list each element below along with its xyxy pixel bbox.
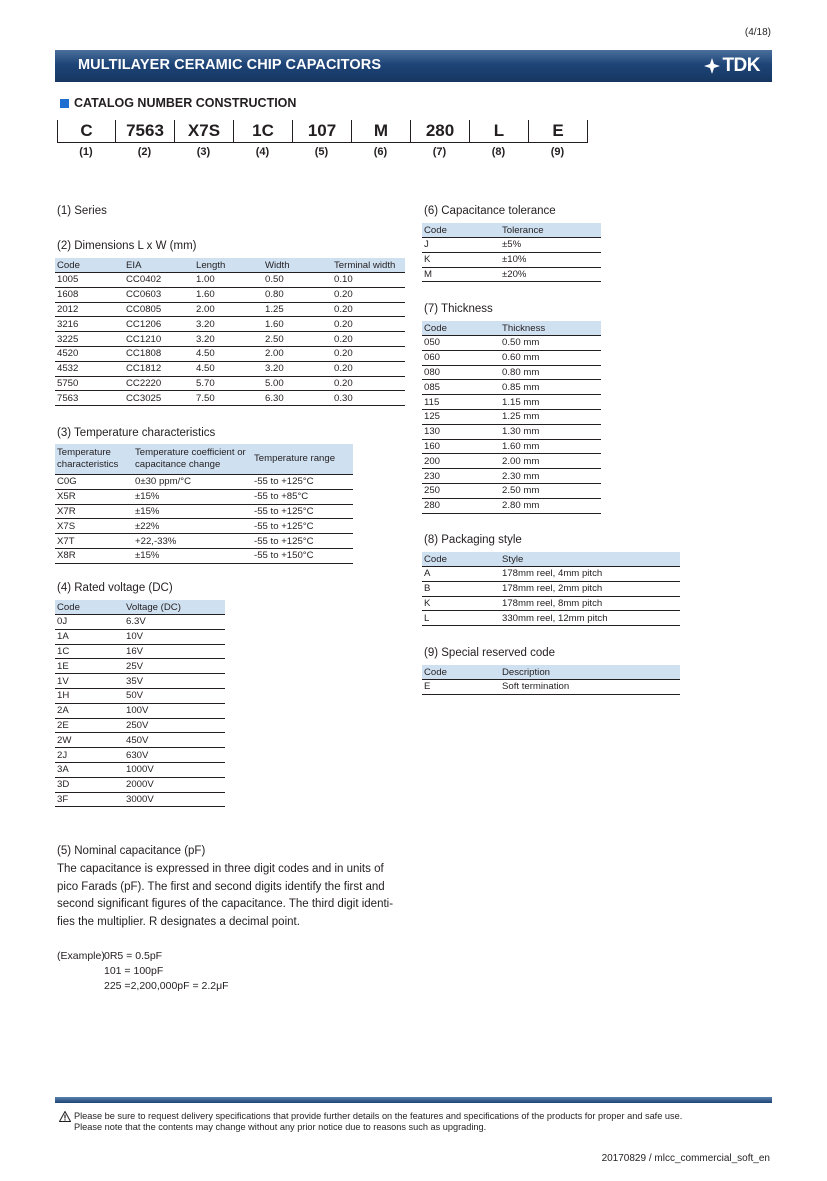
- table-cell: +22,-33%: [133, 534, 252, 549]
- catalog-number: (7): [432, 146, 447, 158]
- nominal-line: pico Farads (pF). The first and second digits identify the first and: [57, 880, 385, 893]
- table-cell: 050: [422, 336, 500, 351]
- table-row: [55, 718, 225, 733]
- table-cell: K: [422, 596, 500, 611]
- table-cell: 50V: [124, 688, 225, 703]
- table-row: [422, 395, 601, 410]
- table-cell: L: [422, 611, 500, 626]
- table-row: [55, 688, 225, 703]
- example-line: 225 =2,200,000pF = 2.2μF: [104, 980, 229, 992]
- dimensions-table: [55, 258, 405, 406]
- table-cell: 4.50: [194, 346, 263, 361]
- table-cell: 0.50: [263, 273, 332, 288]
- catalog-code-cell: L: [469, 120, 528, 143]
- table-cell: ±20%: [500, 267, 601, 282]
- table-cell: 080: [422, 365, 500, 380]
- table-cell: X7T: [55, 534, 133, 549]
- nominal-description: [57, 861, 407, 931]
- catalog-code-cell: 280: [410, 120, 469, 143]
- table-cell: 4.50: [194, 361, 263, 376]
- table-cell: CC2220: [124, 376, 194, 391]
- dimensions-header-cell: Code: [55, 258, 124, 273]
- header-banner: [55, 50, 772, 82]
- table-cell: 130: [422, 424, 500, 439]
- catalog-number: (5): [314, 146, 329, 158]
- packaging-header-cell: Style: [500, 552, 680, 567]
- table-row: [55, 332, 405, 347]
- table-cell: 1.00: [194, 273, 263, 288]
- thickness-table: [422, 321, 601, 514]
- table-cell: X8R: [55, 548, 133, 563]
- table-row: [55, 615, 225, 630]
- catalog-number: (4): [255, 146, 270, 158]
- footer-bar: [55, 1097, 772, 1103]
- table-row: [422, 336, 601, 351]
- table-cell: CC1210: [124, 332, 194, 347]
- table-row: [422, 238, 601, 253]
- table-row: [55, 273, 405, 288]
- table-cell: 6.30: [263, 391, 332, 406]
- table-cell: CC0805: [124, 302, 194, 317]
- logo-text: TDK: [722, 55, 760, 76]
- table-cell: E: [422, 680, 500, 695]
- table-cell: 3.20: [194, 332, 263, 347]
- table-row: [55, 674, 225, 689]
- table-cell: 1005: [55, 273, 124, 288]
- catalog-number: (9): [550, 146, 565, 158]
- table-row: [55, 391, 405, 406]
- dimensions-caption: (2) Dimensions L x W (mm): [57, 240, 197, 252]
- table-cell: 0.20: [332, 287, 405, 302]
- example-line: 101 = 100pF: [104, 965, 164, 977]
- table-cell: 3216: [55, 317, 124, 332]
- tolerance-table: [422, 223, 601, 282]
- table-cell: 0.80: [263, 287, 332, 302]
- table-cell: 3F: [55, 792, 124, 807]
- table-cell: 450V: [124, 733, 225, 748]
- table-cell: 25V: [124, 659, 225, 674]
- table-cell: 0.30: [332, 391, 405, 406]
- table-cell: CC0402: [124, 273, 194, 288]
- table-cell: 0J: [55, 615, 124, 630]
- table-cell: 16V: [124, 644, 225, 659]
- table-cell: 3A: [55, 762, 124, 777]
- banner-title: MULTILAYER CERAMIC CHIP CAPACITORS: [78, 57, 382, 73]
- table-cell: M: [422, 267, 500, 282]
- table-cell: 1C: [55, 644, 124, 659]
- table-cell: ±22%: [133, 519, 252, 534]
- footer-notice: [59, 1111, 682, 1133]
- table-cell: 1608: [55, 287, 124, 302]
- table-cell: 230: [422, 469, 500, 484]
- table-row: [422, 498, 601, 513]
- table-cell: 5.00: [263, 376, 332, 391]
- warning-icon: [59, 1111, 71, 1122]
- special-header-cell: Description: [500, 665, 680, 680]
- table-cell: 5.70: [194, 376, 263, 391]
- thickness-header-cell: Thickness: [500, 321, 601, 336]
- table-cell: 3.20: [194, 317, 263, 332]
- table-row: [55, 519, 353, 534]
- table-cell: 0.10: [332, 273, 405, 288]
- table-cell: 35V: [124, 674, 225, 689]
- table-cell: CC1206: [124, 317, 194, 332]
- table-row: [55, 548, 353, 563]
- table-cell: 280: [422, 498, 500, 513]
- table-cell: 3.20: [263, 361, 332, 376]
- table-cell: 7563: [55, 391, 124, 406]
- dimensions-header-cell: EIA: [124, 258, 194, 273]
- table-cell: 1.30 mm: [500, 424, 601, 439]
- table-cell: 4532: [55, 361, 124, 376]
- special-caption: (9) Special reserved code: [424, 647, 556, 659]
- catalog-code-cell: C: [57, 120, 115, 143]
- table-row: [55, 792, 225, 807]
- table-row: [422, 680, 680, 695]
- table-row: [422, 581, 680, 596]
- table-row: [55, 287, 405, 302]
- table-row: [55, 733, 225, 748]
- tolerance-header-cell: Code: [422, 223, 500, 238]
- table-cell: X5R: [55, 489, 133, 504]
- table-cell: -55 to +150°C: [252, 548, 353, 563]
- table-cell: 2000V: [124, 777, 225, 792]
- thickness-caption: (7) Thickness: [424, 303, 493, 315]
- table-cell: 1.25: [263, 302, 332, 317]
- table-row: [55, 629, 225, 644]
- catalog-number: (1): [79, 146, 93, 158]
- table-cell: ±15%: [133, 489, 252, 504]
- table-cell: 0.60 mm: [500, 350, 601, 365]
- catalog-number: (8): [491, 146, 506, 158]
- table-row: [422, 409, 601, 424]
- section-heading: [60, 96, 296, 110]
- table-cell: A: [422, 567, 500, 582]
- example-line: 0R5 = 0.5pF: [104, 950, 163, 962]
- table-row: [422, 365, 601, 380]
- table-row: [422, 267, 601, 282]
- catalog-code-cell: 107: [292, 120, 351, 143]
- table-row: [55, 644, 225, 659]
- table-cell: 0.80 mm: [500, 365, 601, 380]
- table-cell: -55 to +125°C: [252, 534, 353, 549]
- catalog-number: (6): [373, 146, 388, 158]
- voltage-header-row: [55, 600, 225, 615]
- table-cell: 250: [422, 483, 500, 498]
- table-cell: -55 to +125°C: [252, 504, 353, 519]
- table-row: [55, 346, 405, 361]
- voltage-header-cell: Voltage (DC): [124, 600, 225, 615]
- table-cell: 1.25 mm: [500, 409, 601, 424]
- packaging-header-row: [422, 552, 680, 567]
- table-cell: ±5%: [500, 238, 601, 253]
- dimensions-header-row: [55, 258, 405, 273]
- catalog-code-cell: X7S: [174, 120, 233, 143]
- notice-line: Please be sure to request delivery specifications that provide further details on the features and specifications of the products for proper and safe use.: [74, 1111, 683, 1121]
- notice-line: Please note that the contents may change without any prior notice due to reasons such as upgrading.: [74, 1122, 487, 1132]
- table-cell: 2.00: [263, 346, 332, 361]
- temperature-table: [55, 444, 353, 564]
- table-row: [55, 489, 353, 504]
- table-cell: 4520: [55, 346, 124, 361]
- table-row: [55, 703, 225, 718]
- tolerance-header-cell: Tolerance: [500, 223, 601, 238]
- table-row: [55, 777, 225, 792]
- table-cell: 0.20: [332, 332, 405, 347]
- table-cell: 2.50: [263, 332, 332, 347]
- table-cell: X7S: [55, 519, 133, 534]
- table-cell: CC1808: [124, 346, 194, 361]
- temperature-header-cell: Temperature range: [252, 444, 353, 475]
- voltage-table: [55, 600, 225, 807]
- table-cell: 0.20: [332, 302, 405, 317]
- table-cell: 178mm reel, 8mm pitch: [500, 596, 680, 611]
- table-row: [55, 762, 225, 777]
- table-row: [55, 504, 353, 519]
- table-cell: J: [422, 238, 500, 253]
- table-row: [422, 469, 601, 484]
- table-cell: 160: [422, 439, 500, 454]
- table-row: [422, 424, 601, 439]
- catalog-code-cell: 7563: [115, 120, 174, 143]
- table-cell: 1E: [55, 659, 124, 674]
- thickness-header-row: [422, 321, 601, 336]
- table-cell: 060: [422, 350, 500, 365]
- table-row: [55, 317, 405, 332]
- special-table: [422, 665, 680, 695]
- table-row: [55, 748, 225, 763]
- table-cell: 0±30 ppm/°C: [133, 475, 252, 490]
- table-cell: 125: [422, 409, 500, 424]
- table-cell: 2.00 mm: [500, 454, 601, 469]
- table-row: [55, 302, 405, 317]
- series-caption: (1) Series: [57, 205, 107, 217]
- tolerance-header-row: [422, 223, 601, 238]
- table-cell: CC1812: [124, 361, 194, 376]
- table-cell: 1.15 mm: [500, 395, 601, 410]
- table-row: [422, 350, 601, 365]
- table-cell: 2.00: [194, 302, 263, 317]
- table-cell: 2J: [55, 748, 124, 763]
- table-cell: 178mm reel, 4mm pitch: [500, 567, 680, 582]
- table-cell: 115: [422, 395, 500, 410]
- page-number: (4/18): [744, 27, 771, 38]
- packaging-table: [422, 552, 680, 626]
- table-cell: 1V: [55, 674, 124, 689]
- packaging-caption: (8) Packaging style: [424, 534, 522, 546]
- section-square-icon: [60, 99, 69, 108]
- table-cell: 1.60: [263, 317, 332, 332]
- table-cell: 0.20: [332, 361, 405, 376]
- table-row: [422, 611, 680, 626]
- table-cell: 085: [422, 380, 500, 395]
- table-cell: 2012: [55, 302, 124, 317]
- temperature-header-cell: Temperature characteristics: [55, 444, 133, 475]
- table-cell: 2W: [55, 733, 124, 748]
- table-row: [55, 361, 405, 376]
- catalog-code-cell: 1C: [233, 120, 292, 143]
- table-cell: ±15%: [133, 548, 252, 563]
- table-cell: 2A: [55, 703, 124, 718]
- table-row: [422, 596, 680, 611]
- nominal-caption: (5) Nominal capacitance (pF): [57, 845, 206, 857]
- dimensions-header-cell: Length: [194, 258, 263, 273]
- special-header-row: [422, 665, 680, 680]
- table-row: [55, 534, 353, 549]
- table-cell: 2.80 mm: [500, 498, 601, 513]
- table-cell: ±10%: [500, 252, 601, 267]
- table-cell: 3D: [55, 777, 124, 792]
- table-row: [422, 483, 601, 498]
- catalog-number: (2): [137, 146, 152, 158]
- temperature-header-row: [55, 444, 353, 475]
- packaging-header-cell: Code: [422, 552, 500, 567]
- table-cell: 250V: [124, 718, 225, 733]
- table-cell: -55 to +125°C: [252, 519, 353, 534]
- table-row: [422, 454, 601, 469]
- catalog-code-cell: E: [528, 120, 588, 143]
- thickness-header-cell: Code: [422, 321, 500, 336]
- dimensions-header-cell: Width: [263, 258, 332, 273]
- table-cell: 5750: [55, 376, 124, 391]
- table-cell: 10V: [124, 629, 225, 644]
- nominal-line: The capacitance is expressed in three digit codes and in units of: [57, 863, 384, 875]
- table-row: [422, 380, 601, 395]
- nominal-line: second significant figures of the capacitance. The third digit identi-: [57, 898, 394, 910]
- table-cell: Soft termination: [500, 680, 680, 695]
- tdk-logo: [704, 55, 760, 77]
- document-id: 20170829 / mlcc_commercial_soft_en: [601, 1153, 770, 1164]
- table-cell: 0.20: [332, 376, 405, 391]
- table-cell: X7R: [55, 504, 133, 519]
- table-row: [55, 659, 225, 674]
- table-cell: 7.50: [194, 391, 263, 406]
- table-cell: 2E: [55, 718, 124, 733]
- section-title: CATALOG NUMBER CONSTRUCTION: [74, 96, 297, 110]
- table-cell: 330mm reel, 12mm pitch: [500, 611, 680, 626]
- tolerance-caption: (6) Capacitance tolerance: [424, 205, 556, 217]
- voltage-caption: (4) Rated voltage (DC): [57, 582, 173, 594]
- table-row: [422, 439, 601, 454]
- table-row: [55, 475, 353, 490]
- table-cell: 6.3V: [124, 615, 225, 630]
- table-cell: 1.60: [194, 287, 263, 302]
- table-cell: 1H: [55, 688, 124, 703]
- table-cell: CC3025: [124, 391, 194, 406]
- catalog-number: (3): [196, 146, 211, 158]
- table-cell: -55 to +125°C: [252, 475, 353, 490]
- table-cell: 3000V: [124, 792, 225, 807]
- temperature-caption: (3) Temperature characteristics: [57, 427, 216, 439]
- catalog-code-row: [57, 120, 588, 143]
- catalog-code-cell: M: [351, 120, 410, 143]
- table-cell: 0.20: [332, 346, 405, 361]
- table-cell: 2.50 mm: [500, 483, 601, 498]
- table-cell: 1A: [55, 629, 124, 644]
- special-header-cell: Code: [422, 665, 500, 680]
- table-cell: K: [422, 252, 500, 267]
- table-row: [55, 376, 405, 391]
- table-cell: 1000V: [124, 762, 225, 777]
- table-cell: CC0603: [124, 287, 194, 302]
- table-cell: ±15%: [133, 504, 252, 519]
- voltage-header-cell: Code: [55, 600, 124, 615]
- nominal-line: fies the multiplier. R designates a decimal point.: [57, 915, 300, 928]
- table-row: [422, 252, 601, 267]
- table-cell: 1.60 mm: [500, 439, 601, 454]
- table-cell: 200: [422, 454, 500, 469]
- table-cell: 0.20: [332, 317, 405, 332]
- table-cell: B: [422, 581, 500, 596]
- table-cell: 0.85 mm: [500, 380, 601, 395]
- table-cell: -55 to +85°C: [252, 489, 353, 504]
- catalog-number-row: [57, 146, 587, 158]
- table-cell: 100V: [124, 703, 225, 718]
- dimensions-header-cell: Terminal width: [332, 258, 405, 273]
- table-cell: 2.30 mm: [500, 469, 601, 484]
- temperature-header-cell: Temperature coefficient or capacitance change: [133, 444, 252, 475]
- table-cell: 3225: [55, 332, 124, 347]
- table-row: [422, 567, 680, 582]
- tdk-logo-icon: [704, 58, 720, 74]
- table-cell: C0G: [55, 475, 133, 490]
- example-label: (Example): [57, 950, 105, 962]
- table-cell: 0.50 mm: [500, 336, 601, 351]
- table-cell: 630V: [124, 748, 225, 763]
- table-cell: 178mm reel, 2mm pitch: [500, 581, 680, 596]
